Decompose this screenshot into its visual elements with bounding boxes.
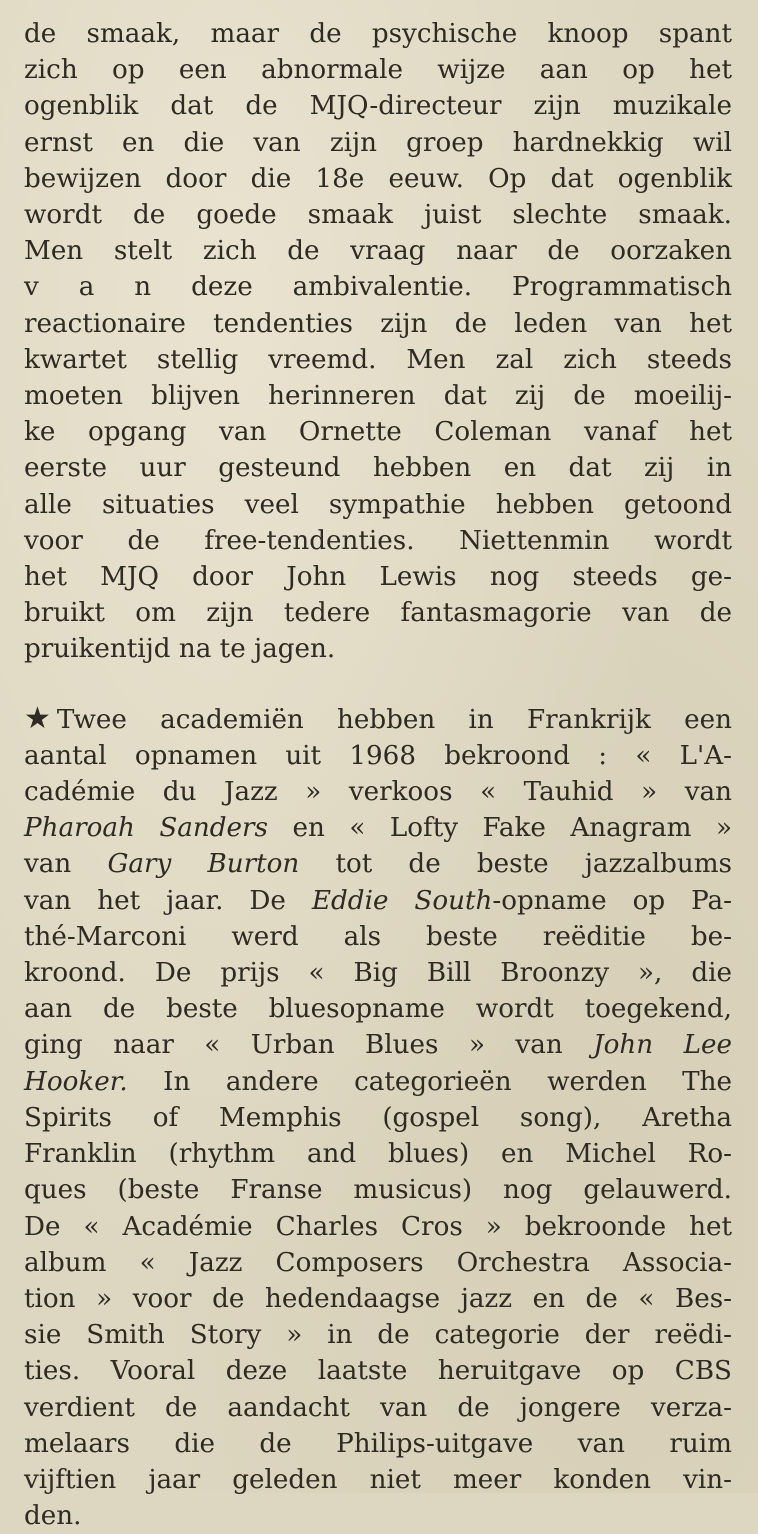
text-segment: van het jaar. De bbox=[24, 885, 312, 916]
text-line bbox=[24, 1172, 732, 1208]
text-segment: ques (beste Franse musicus) nog gelauwerd. bbox=[24, 1175, 732, 1206]
text-line bbox=[24, 1353, 732, 1389]
text-line: moeten blijven herinneren dat zij de moeilij- bbox=[24, 381, 732, 412]
text-line bbox=[24, 919, 732, 955]
text-line: ogenblik dat de MJQ-directeur zijn muzikale bbox=[24, 91, 732, 122]
italic-name: Hooker. bbox=[24, 1066, 128, 1097]
italic-name: John Lee bbox=[593, 1030, 732, 1061]
text-line bbox=[24, 1064, 732, 1100]
text-line bbox=[24, 1390, 732, 1426]
text-line: bewijzen door die 18e eeuw. Op dat ogenblik bbox=[24, 163, 732, 194]
text-line: v a n deze ambivalentie. Programmatisch bbox=[24, 272, 732, 303]
text-line: zich op een abnormale wijze aan op het bbox=[24, 55, 732, 86]
text-segment: Spirits of Memphis (gospel song), Aretha bbox=[24, 1102, 732, 1133]
paragraph-academies bbox=[24, 702, 732, 1534]
text-line bbox=[24, 1426, 732, 1462]
text-line bbox=[24, 1317, 732, 1353]
text-segment: tion » voor de hedendaagse jazz en de « Bes- bbox=[24, 1283, 732, 1314]
text-line bbox=[24, 1498, 732, 1534]
text-line: pruikentijd na te jagen. bbox=[24, 634, 336, 665]
text-segment: vijftien jaar geleden niet meer konden vin- bbox=[24, 1464, 732, 1495]
text-segment: De « Académie Charles Cros » bekroonde het bbox=[24, 1211, 732, 1242]
paragraph-mjq bbox=[24, 16, 732, 668]
text-segment: sie Smith Story » in de categorie der reëdi- bbox=[24, 1320, 732, 1351]
text-line bbox=[24, 1136, 732, 1172]
text-segment: Twee academiën hebben in Frankrijk een bbox=[56, 704, 732, 735]
italic-name: Eddie South bbox=[311, 885, 493, 916]
text-segment: tot de beste jazzalbums bbox=[299, 849, 732, 880]
text-line bbox=[24, 774, 732, 810]
text-line: bruikt om zijn tedere fantasmagorie van de bbox=[24, 598, 732, 629]
text-line: eerste uur gesteund hebben en dat zij in bbox=[24, 453, 732, 484]
text-line bbox=[24, 1209, 732, 1245]
text-segment: kroond. De prijs « Big Bill Broonzy », die bbox=[24, 958, 732, 989]
text-segment: aantal opnamen uit 1968 bekroond : « L'A- bbox=[24, 740, 732, 771]
text-line: voor de free-tendenties. Niettenmin wordt bbox=[24, 525, 732, 556]
text-segment: aan de beste bluesopname wordt toegekend, bbox=[24, 994, 732, 1025]
text-line: de smaak, maar de psychische knoop spant bbox=[24, 19, 732, 49]
text-segment: ging naar « Urban Blues » van bbox=[24, 1030, 594, 1061]
text-segment: Franklin (rhythm and blues) en Michel Ro- bbox=[24, 1139, 732, 1170]
star-icon: ★ bbox=[24, 700, 51, 736]
text-line: kwartet stellig vreemd. Men zal zich steeds bbox=[24, 344, 732, 375]
italic-name: Gary Burton bbox=[107, 849, 300, 880]
text-line bbox=[24, 810, 732, 846]
text-line bbox=[24, 738, 732, 774]
text-line bbox=[24, 883, 732, 919]
text-line bbox=[24, 846, 732, 882]
text-line bbox=[24, 1281, 732, 1317]
text-line bbox=[24, 1245, 732, 1281]
text-segment: -opname op Pa- bbox=[492, 885, 732, 916]
text-segment: en « Lofty Fake Anagram » bbox=[268, 813, 732, 844]
text-line: Men stelt zich de vraag naar de oorzaken bbox=[24, 236, 732, 267]
text-line: alle situaties veel sympathie hebben getoond bbox=[24, 489, 732, 520]
text-segment: cadémie du Jazz » verkoos « Tauhid » van bbox=[24, 777, 732, 808]
text-segment: melaars die de Philips-uitgave van ruim bbox=[24, 1428, 732, 1459]
text-line: reactionaire tendenties zijn de leden van het bbox=[24, 308, 732, 339]
text-line: ernst en die van zijn groep hardnekkig wil bbox=[24, 127, 732, 158]
text-segment: verdient de aandacht van de jongere verza- bbox=[24, 1392, 732, 1423]
text-segment: den. bbox=[24, 1501, 82, 1532]
italic-name: Pharoah Sanders bbox=[24, 813, 268, 844]
text-line: wordt de goede smaak juist slechte smaak. bbox=[24, 200, 732, 231]
text-line bbox=[24, 1027, 732, 1063]
text-segment: ties. Vooral deze laatste heruitgave op CBS bbox=[24, 1356, 732, 1387]
text-line bbox=[24, 1100, 732, 1136]
text-segment: van bbox=[24, 849, 108, 880]
text-segment: thé-Marconi werd als beste reëditie be- bbox=[24, 921, 732, 952]
text-segment: In andere categorieën werden The bbox=[127, 1066, 732, 1097]
text-line bbox=[24, 991, 732, 1027]
text-line: ke opgang van Ornette Coleman vanaf het bbox=[24, 417, 732, 448]
text-line bbox=[24, 702, 732, 738]
text-line: het MJQ door John Lewis nog steeds ge- bbox=[24, 562, 732, 593]
text-line bbox=[24, 955, 732, 991]
text-segment: album « Jazz Composers Orchestra Associa- bbox=[24, 1247, 732, 1278]
